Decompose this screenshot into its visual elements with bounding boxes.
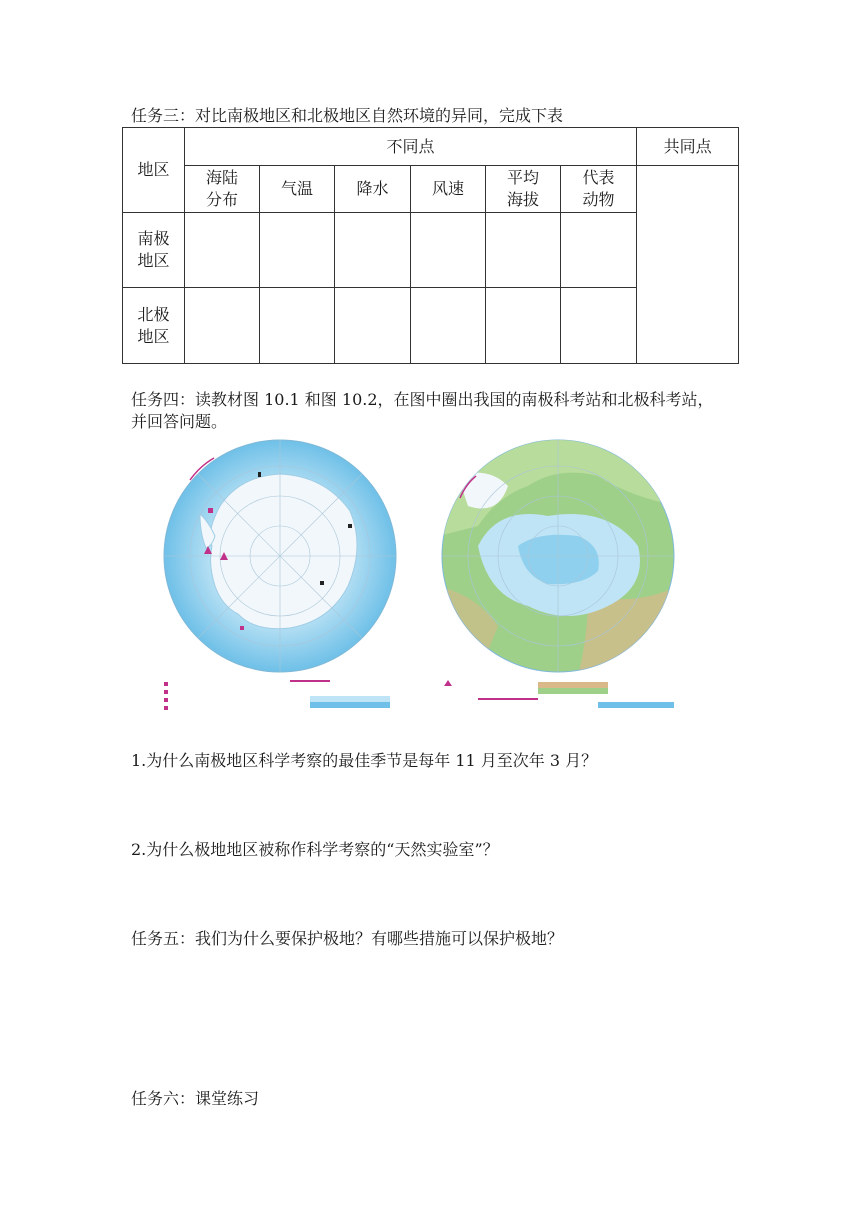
arctic-map-legend — [438, 676, 678, 716]
answer-cell[interactable] — [486, 213, 561, 288]
row-label-antarctic: 南极 地区 — [123, 213, 185, 288]
answer-cell[interactable] — [335, 288, 411, 364]
question-1: 1.为什么南极地区科学考察的最佳季节是每年 11 月至次年 3 月？ — [131, 751, 598, 770]
common-answer-cell[interactable] — [637, 166, 739, 364]
polar-maps — [160, 436, 680, 718]
task6-heading: 任务六：课堂练习 — [131, 1089, 260, 1108]
subheader-precipitation: 降水 — [335, 166, 411, 213]
antarctic-map-legend — [160, 676, 400, 716]
subheader-avg-altitude: 平均 海拔 — [486, 166, 561, 213]
task4-heading-line2: 并回答问题。 — [131, 412, 228, 431]
subheader-animals: 代表 动物 — [561, 166, 637, 213]
arctic-map[interactable] — [438, 436, 678, 718]
task5-heading: 任务五：我们为什么要保护极地？有哪些措施可以保护极地？ — [131, 929, 564, 948]
answer-cell[interactable] — [561, 213, 637, 288]
question-2: 2.为什么极地地区被称作科学考察的“天然实验室”？ — [131, 840, 499, 859]
common-header-cell — [637, 128, 739, 166]
arctic-map-graphic — [438, 436, 678, 676]
task4-heading-line1: 任务四：读教材图 10.1 和图 10.2，在图中圈出我国的南极科考站和北极科考站， — [131, 390, 714, 409]
answer-cell[interactable] — [260, 213, 335, 288]
common-header: 共同点 — [663, 136, 712, 156]
row-label-arctic: 北极 地区 — [123, 288, 185, 364]
answer-cell[interactable] — [335, 213, 411, 288]
diff-header-cell — [185, 128, 637, 166]
subheader-land-sea: 海陆 分布 — [185, 166, 260, 213]
answer-cell[interactable] — [185, 213, 260, 288]
task3-heading: 任务三：对比南极地区和北极地区自然环境的异同，完成下表 — [131, 106, 564, 125]
subheader-wind-speed: 风速 — [411, 166, 486, 213]
answer-cell[interactable] — [185, 288, 260, 364]
answer-cell[interactable] — [411, 288, 486, 364]
comparison-table — [122, 127, 739, 364]
answer-cell[interactable] — [260, 288, 335, 364]
region-header: 地区 — [137, 160, 170, 179]
answer-cell[interactable] — [411, 213, 486, 288]
antarctic-map[interactable] — [160, 436, 400, 718]
diff-header: 不同点 — [386, 136, 435, 156]
answer-cell[interactable] — [561, 288, 637, 364]
antarctic-map-graphic — [160, 436, 400, 676]
answer-cell[interactable] — [486, 288, 561, 364]
region-header-cell — [123, 128, 185, 213]
subheader-temperature: 气温 — [260, 166, 335, 213]
